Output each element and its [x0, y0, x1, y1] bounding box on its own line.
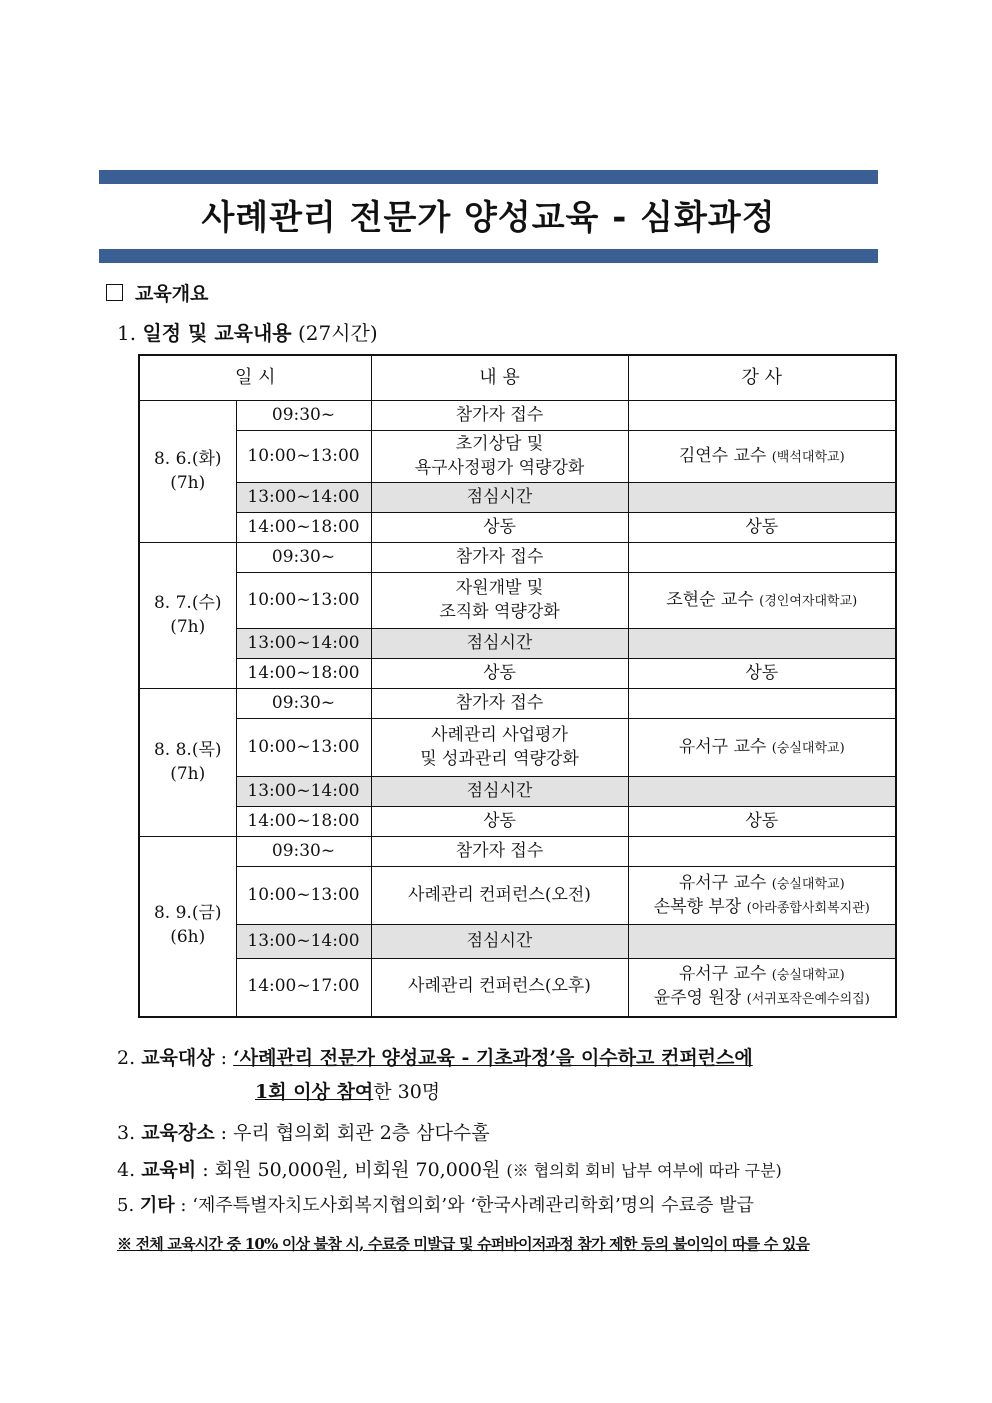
table-row [139, 837, 896, 867]
lecturer-cell: 상동 [628, 807, 896, 837]
lecturer-cell: 상동 [628, 513, 896, 543]
content-cell: 상동 [371, 659, 628, 689]
item-target-cont: 1회 이상 참여한 30명 [255, 1081, 441, 1103]
table-row [139, 719, 896, 777]
item-etc: 5. 기타 : ‘제주특별자치도사회복지협의회’와 ‘한국사례관리학회’명의 수료증 발급 [117, 1195, 754, 1216]
lecturer-cell: 유서구 교수 (숭실대학교) 윤주영 원장 (서귀포작은예수의집) [628, 959, 896, 1017]
table-row [139, 959, 896, 1017]
lecturer-cell: 상동 [628, 659, 896, 689]
header-content: 내 용 [371, 355, 628, 401]
item-schedule-heading [117, 317, 378, 346]
table-header-row [139, 355, 896, 401]
lecturer-cell [628, 543, 896, 573]
time-cell: 13:00~14:00 [236, 925, 371, 959]
item-label: 일정 및 교육내용 [142, 321, 292, 345]
day-cell: 8. 8.(목) (7h) [139, 689, 236, 837]
lecturer-cell [628, 777, 896, 807]
table-row [139, 513, 896, 543]
content-cell: 참가자 접수 [371, 401, 628, 431]
lecturer-cell [628, 629, 896, 659]
time-cell: 13:00~14:00 [236, 629, 371, 659]
content-cell: 초기상담 및 욕구사정평가 역량강화 [371, 431, 628, 483]
page-title: 사례관리 전문가 양성교육 - 심화과정 [201, 198, 776, 238]
content-cell: 참가자 접수 [371, 689, 628, 719]
time-cell: 09:30~ [236, 543, 371, 573]
lecturer-cell [628, 401, 896, 431]
content-cell: 참가자 접수 [371, 543, 628, 573]
title-bar-bottom [99, 249, 878, 263]
content-cell: 상동 [371, 513, 628, 543]
lecturer-cell: 조현순 교수 (경인여자대학교) [628, 573, 896, 629]
day-cell: 8. 9.(금) (6h) [139, 837, 236, 1017]
lecturer-cell: 김연수 교수 (백석대학교) [628, 431, 896, 483]
table-row [139, 807, 896, 837]
table-row [139, 573, 896, 629]
day-cell: 8. 6.(화) (7h) [139, 401, 236, 543]
header-date: 일 시 [139, 355, 371, 401]
time-cell: 14:00~18:00 [236, 513, 371, 543]
lecturer-cell [628, 925, 896, 959]
content-cell: 점심시간 [371, 483, 628, 513]
lecturer-cell: 유서구 교수 (숭실대학교) 손복향 부장 (아라종합사회복지관) [628, 867, 896, 925]
table-row [139, 431, 896, 483]
lecturer-cell: 유서구 교수 (숭실대학교) [628, 719, 896, 777]
time-cell: 09:30~ [236, 689, 371, 719]
content-cell: 사례관리 컨퍼런스(오전) [371, 867, 628, 925]
time-cell: 10:00~13:00 [236, 431, 371, 483]
item-location: 3. 교육장소 : 우리 협의회 회관 2층 삼다수홀 [117, 1122, 490, 1144]
content-cell: 자원개발 및 조직화 역량강화 [371, 573, 628, 629]
lecturer-cell [628, 483, 896, 513]
time-cell: 14:00~18:00 [236, 807, 371, 837]
table-row [139, 629, 896, 659]
time-cell: 13:00~14:00 [236, 483, 371, 513]
time-cell: 14:00~18:00 [236, 659, 371, 689]
item-fee: 4. 교육비 : 회원 50,000원, 비회원 70,000원 (※ 협의회 회비 납부 여부에 따라 구분) [117, 1159, 782, 1181]
time-cell: 13:00~14:00 [236, 777, 371, 807]
table-row [139, 401, 896, 431]
content-cell: 점심시간 [371, 925, 628, 959]
lecturer-cell [628, 837, 896, 867]
content-cell: 참가자 접수 [371, 837, 628, 867]
lecturer-cell [628, 689, 896, 719]
content-cell: 점심시간 [371, 777, 628, 807]
content-cell: 상동 [371, 807, 628, 837]
content-cell: 사례관리 컨퍼런스(오후) [371, 959, 628, 1017]
section-heading [106, 279, 208, 306]
table-row [139, 925, 896, 959]
table-row [139, 483, 896, 513]
checkbox-icon [106, 284, 123, 301]
header-lecturer: 강 사 [628, 355, 896, 401]
table-row [139, 689, 896, 719]
item-target: 2. 교육대상 : ‘사례관리 전문가 양성교육 - 기초과정’을 이수하고 컨퍼런스에 [117, 1047, 753, 1069]
day-cell: 8. 7.(수) (7h) [139, 543, 236, 689]
section-label: 교육개요 [135, 283, 209, 305]
footnote: ※ 전체 교육시간 중 10% 이상 불참 시, 수료증 미발급 및 슈퍼바이저과정 참가 제한 등의 불이익이 따를 수 있음 [117, 1235, 810, 1253]
table-row [139, 659, 896, 689]
time-cell: 10:00~13:00 [236, 573, 371, 629]
table-row [139, 867, 896, 925]
time-cell: 14:00~17:00 [236, 959, 371, 1017]
schedule-table [138, 354, 897, 1018]
item-number: 1. [117, 321, 137, 345]
time-cell: 10:00~13:00 [236, 719, 371, 777]
time-cell: 10:00~13:00 [236, 867, 371, 925]
time-cell: 09:30~ [236, 837, 371, 867]
table-row [139, 543, 896, 573]
content-cell: 점심시간 [371, 629, 628, 659]
time-cell: 09:30~ [236, 401, 371, 431]
content-cell: 사례관리 사업평가 및 성과관리 역량강화 [371, 719, 628, 777]
item-hours: (27시간) [297, 321, 378, 345]
title-bar-top [99, 170, 878, 184]
table-row [139, 777, 896, 807]
